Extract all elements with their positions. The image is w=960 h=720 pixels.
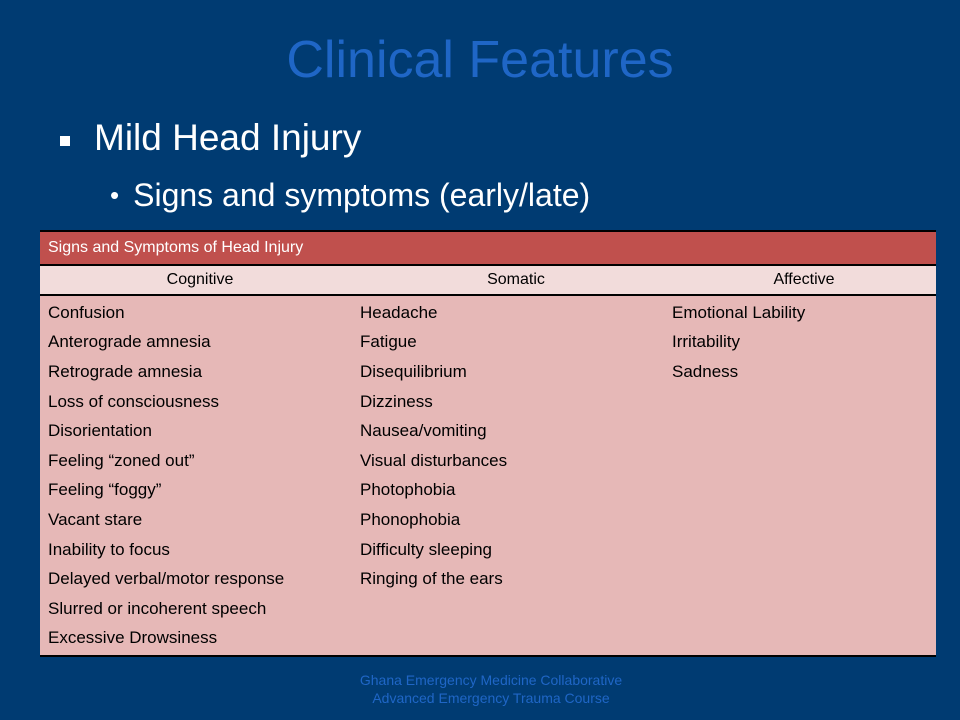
cell-somatic: Ringing of the ears bbox=[360, 569, 503, 589]
cell-cognitive: Anterograde amnesia bbox=[48, 332, 211, 352]
table-row bbox=[40, 505, 936, 535]
cell-somatic: Photophobia bbox=[360, 480, 456, 500]
cell-cognitive: Excessive Drowsiness bbox=[48, 628, 218, 648]
cell-somatic: Disequilibrium bbox=[360, 361, 467, 381]
table-row bbox=[40, 357, 936, 387]
table-body bbox=[40, 296, 936, 655]
table-row bbox=[40, 298, 936, 328]
cell-cognitive: Vacant stare bbox=[48, 509, 143, 529]
cell-cognitive: Loss of consciousness bbox=[48, 391, 220, 411]
cell-somatic: Phonophobia bbox=[360, 509, 461, 529]
cell-somatic: Difficulty sleeping bbox=[360, 539, 492, 559]
cell-affective: Irritability bbox=[672, 332, 741, 352]
cell-somatic: Fatigue bbox=[360, 332, 417, 352]
table-row bbox=[40, 476, 936, 506]
table-row bbox=[40, 535, 936, 565]
cell-cognitive: Delayed verbal/motor response bbox=[48, 569, 285, 589]
cell-cognitive: Feeling “foggy” bbox=[48, 480, 162, 500]
bullet-level2 bbox=[110, 174, 590, 216]
cell-affective: Sadness bbox=[672, 361, 739, 381]
cell-cognitive: Retrograde amnesia bbox=[48, 361, 203, 381]
header-somatic: Somatic bbox=[487, 271, 545, 288]
table-row bbox=[40, 594, 936, 624]
table-header-row bbox=[40, 266, 936, 296]
footer bbox=[0, 671, 960, 707]
slide-title: Clinical Features bbox=[286, 31, 674, 89]
cell-somatic: Visual disturbances bbox=[360, 450, 508, 470]
table-row bbox=[40, 416, 936, 446]
header-affective: Affective bbox=[773, 271, 835, 288]
header-cognitive: Cognitive bbox=[166, 271, 234, 288]
cell-affective: Emotional Lability bbox=[672, 302, 806, 322]
cell-cognitive: Slurred or incoherent speech bbox=[48, 598, 267, 618]
table-row bbox=[40, 446, 936, 476]
cell-somatic: Headache bbox=[360, 302, 438, 322]
table-row bbox=[40, 328, 936, 358]
table-row bbox=[40, 387, 936, 417]
cell-somatic: Dizziness bbox=[360, 391, 433, 411]
cell-cognitive: Inability to focus bbox=[48, 539, 170, 559]
cell-cognitive: Disorientation bbox=[48, 421, 152, 441]
table-caption: Signs and Symptoms of Head Injury bbox=[40, 232, 936, 266]
cell-cognitive: Confusion bbox=[48, 302, 125, 322]
table-row bbox=[40, 624, 936, 654]
footer-line1: Ghana Emergency Medicine Collaborative bbox=[359, 672, 623, 688]
square-bullet-icon bbox=[60, 136, 70, 146]
table-row bbox=[40, 564, 936, 594]
bullet-level1-text: Mild Head Injury bbox=[94, 117, 362, 158]
symptoms-table bbox=[40, 230, 936, 657]
cell-somatic: Nausea/vomiting bbox=[360, 421, 487, 441]
bullet-level2-text: Signs and symptoms (early/late) bbox=[133, 176, 591, 213]
footer-line2: Advanced Emergency Trauma Course bbox=[372, 690, 610, 706]
dot-bullet-icon: • bbox=[110, 179, 120, 210]
bullet-level1 bbox=[60, 114, 361, 162]
cell-cognitive: Feeling “zoned out” bbox=[48, 450, 195, 470]
